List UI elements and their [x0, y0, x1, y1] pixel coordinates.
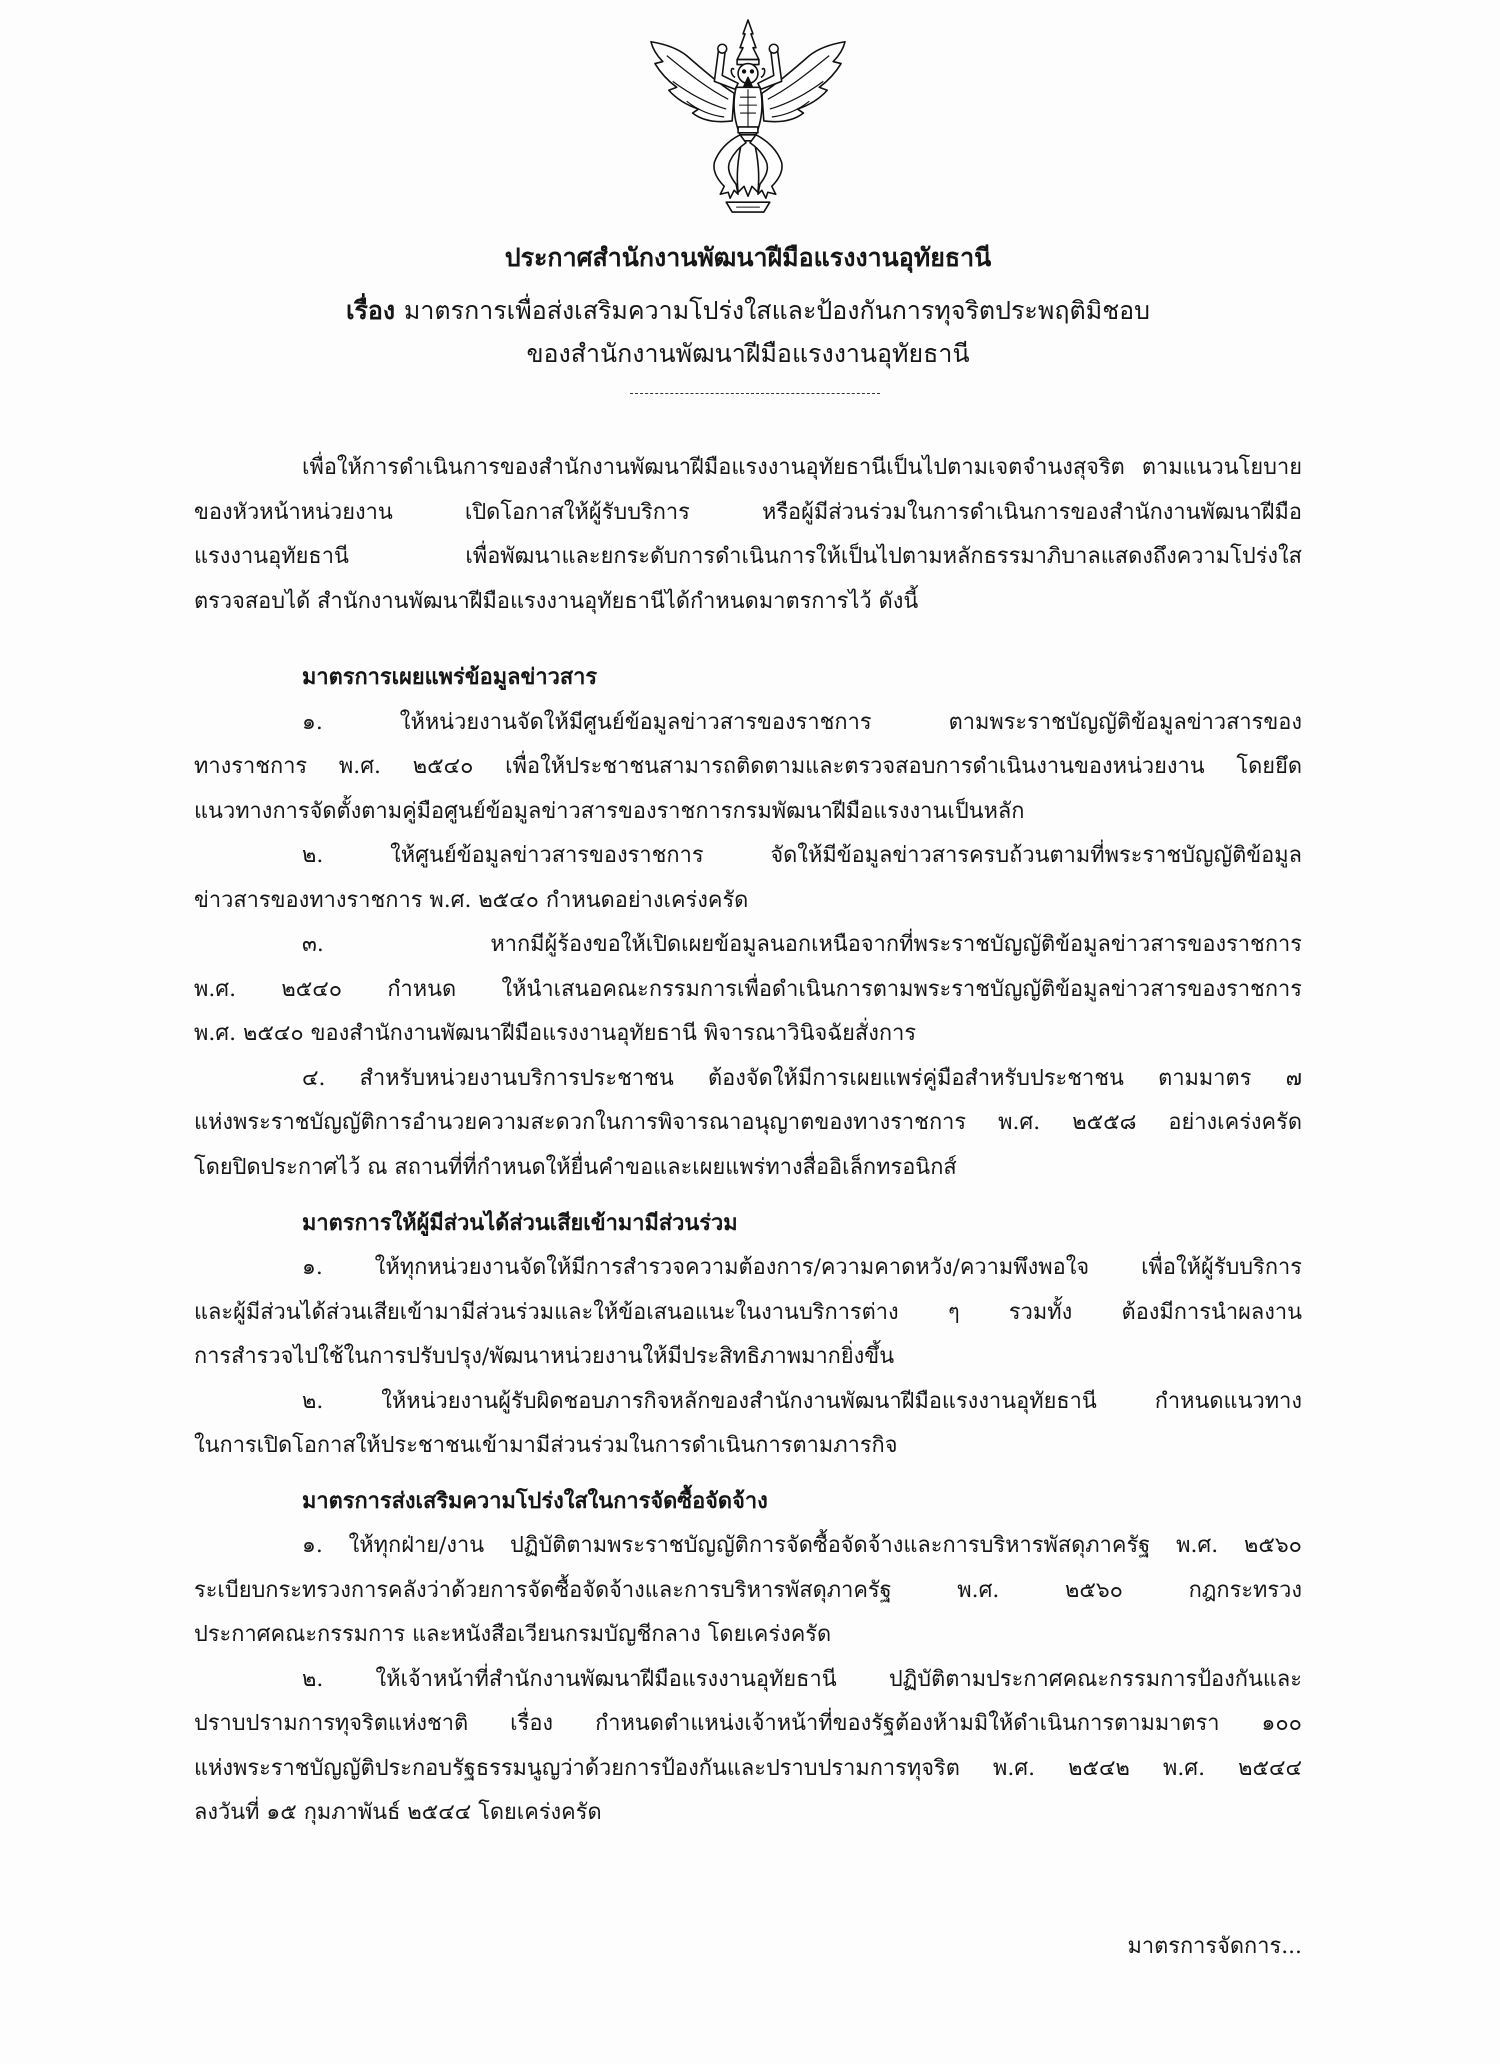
announcement-title: ประกาศสำนักงานพัฒนาฝีมือแรงงานอุทัยธานี	[504, 243, 992, 272]
paragraph-line: ๒. ให้เจ้าหน้าที่สำนักงานพัฒนาฝีมือแรงงานอุทัยธานี ปฏิบัติตามประกาศคณะกรรมการป้องกันและ	[302, 1666, 1302, 1692]
paragraph-line: ๒. ให้ศูนย์ข้อมูลข่าวสารของราชการ จัดให้มีข้อมูลข่าวสารครบถ้วนตามที่พระราชบัญญัติข้อมูล	[302, 843, 1302, 868]
paragraph-line: ปราบปรามการทุจริตแห่งชาติ เรื่อง กำหนดตำแหน่งเจ้าหน้าที่ของรัฐต้องห้ามมิให้ดำเนินการตามมาตรา ๑๐๐	[194, 1711, 1302, 1736]
paragraph-line: ๔. สำหรับหน่วยงานบริการประชาชน ต้องจัดให้มีการเผยแพร่คู่มือสำหรับประชาชน ตามมาตร ๗	[302, 1065, 1302, 1091]
paragraph-line: แรงงานอุทัยธานี เพื่อพัฒนาและยกระดับการดำเนินการให้เป็นไปตามหลักธรรมาภิบาลแสดงถึงความโปร่งใส	[194, 544, 1302, 569]
subject-text: มาตรการเพื่อส่งเสริมความโปร่งใสและป้องกันการทุจริตประพฤติมิชอบ	[403, 296, 1151, 325]
paragraph-line: และผู้มีส่วนได้ส่วนเสียเข้ามามีส่วนร่วมและให้ข้อเสนอแนะในงานบริการต่าง ๆ รวมทั้ง ต้องมีการนำผลงาน	[194, 1299, 1302, 1325]
measure-item	[194, 701, 1302, 835]
measure-item	[194, 1246, 1302, 1380]
paragraph-line: แห่งพระราชบัญญัติประกอบรัฐธรรมนูญว่าด้วยการป้องกันและปราบปรามการทุจริต พ.ศ. ๒๕๔๒ พ.ศ. ๒๕๔๔	[194, 1755, 1302, 1781]
paragraph-line: แนวทางการจัดตั้งตามคู่มือศูนย์ข้อมูลข่าวสารของราชการกรมพัฒนาฝีมือแรงงานเป็นหลัก	[194, 798, 1025, 824]
paragraph-line: พ.ศ. ๒๕๔๐ ของสำนักงานพัฒนาฝีมือแรงงานอุทัยธานี พิจารณาวินิจฉัยสั่งการ	[194, 1021, 917, 1046]
paragraph-line: ๒. ให้หน่วยงานผู้รับผิดชอบภารกิจหลักของสำนักงานพัฒนาฝีมือแรงงานอุทัยธานี กำหนดแนวทาง	[302, 1388, 1302, 1414]
section-heading: มาตรการส่งเสริมความโปร่งใสในการจัดซื้อจัดจ้าง	[302, 1488, 768, 1514]
paragraph-line: ทางราชการ พ.ศ. ๒๕๔๐ เพื่อให้ประชาชนสามารถติดตามและตรวจสอบการดำเนินงานของหน่วยงาน โดยยึด	[194, 754, 1302, 779]
section-stakeholder-participation	[194, 1202, 1302, 1469]
section-procurement-transparency	[194, 1480, 1302, 1836]
section-heading: มาตรการเผยแพร่ข้อมูลข่าวสาร	[302, 665, 598, 690]
intro-paragraph	[194, 446, 1302, 624]
measure-item	[194, 923, 1302, 1057]
measure-item	[194, 1057, 1302, 1191]
paragraph-line: ข่าวสารของทางราชการ พ.ศ. ๒๕๔๐ กำหนดอย่างเคร่งครัด	[194, 887, 749, 913]
section-heading: มาตรการให้ผู้มีส่วนได้ส่วนเสียเข้ามามีส่วนร่วม	[302, 1210, 738, 1236]
measure-item	[194, 1658, 1302, 1836]
paragraph-line: ๓. หากมีผู้ร้องขอให้เปิดเผยข้อมูลนอกเหนือจากที่พระราชบัญญัติข้อมูลข่าวสารของราชการ	[302, 932, 1302, 957]
announcement-subject-continuation: ของสำนักงานพัฒนาฝีมือแรงงานอุทัยธานี	[526, 339, 970, 368]
paragraph-line: พ.ศ. ๒๕๔๐ กำหนด ให้นำเสนอคณะกรรมการเพื่อดำเนินการตามพระราชบัญญัติข้อมูลข่าวสารของราชการ	[194, 976, 1302, 1002]
paragraph-line: ๑. ให้หน่วยงานจัดให้มีศูนย์ข้อมูลข่าวสารของราชการ ตามพระราชบัญญัติข้อมูลข่าวสารของ	[302, 709, 1302, 735]
section-information-disclosure	[194, 656, 1302, 1190]
measure-item	[194, 1380, 1302, 1469]
title-separator	[630, 393, 880, 394]
paragraph-line: ประกาศคณะกรรมการ และหนังสือเวียนกรมบัญชีกลาง โดยเคร่งครัด	[194, 1622, 832, 1647]
announcement-body	[194, 446, 1302, 1836]
paragraph-line: ๑. ให้ทุกฝ่าย/งาน ปฏิบัติตามพระราชบัญญัติการจัดซื้อจัดจ้างและการบริหารพัสดุภาครัฐ พ.ศ. ๒๕๖๐	[302, 1533, 1302, 1558]
announcement-subject	[194, 289, 1302, 333]
paragraph-line: เพื่อให้การดำเนินการของสำนักงานพัฒนาฝีมือแรงงานอุทัยธานีเป็นไปตามเจตจำนงสุจริต ตามแนวนโยบาย	[302, 455, 1302, 480]
continuation-note: มาตรการจัดการ...	[1127, 1934, 1302, 1959]
paragraph-line: โดยปิดประกาศไว้ ณ สถานที่ที่กำหนดให้ยื่นคำขอและเผยแพร่ทางสื่ออิเล็กทรอนิกส์	[194, 1154, 957, 1180]
subject-label: เรื่อง	[345, 296, 396, 325]
paragraph-line: ตรวจสอบได้ สำนักงานพัฒนาฝีมือแรงงานอุทัยธานีได้กำหนดมาตรการไว้ ดังนี้	[194, 588, 919, 614]
paragraph-line: ลงวันที่ ๑๕ กุมภาพันธ์ ๒๕๔๔ โดยเคร่งครัด	[194, 1800, 602, 1825]
garuda-emblem-icon	[642, 18, 854, 218]
measure-item	[194, 1524, 1302, 1658]
paragraph-line: ระเบียบกระทรวงการคลังว่าด้วยการจัดซื้อจัดจ้างและการบริหารพัสดุภาครัฐ พ.ศ. ๒๕๖๐ กฎกระทรวง	[194, 1577, 1302, 1603]
paragraph-line: แห่งพระราชบัญญัติการอำนวยความสะดวกในการพิจารณาอนุญาตของทางราชการ พ.ศ. ๒๕๕๘ อย่างเคร่งครัด	[194, 1110, 1302, 1135]
paragraph-line: ๑. ให้ทุกหน่วยงานจัดให้มีการสำรวจความต้องการ/ความคาดหวัง/ความพึงพอใจ เพื่อให้ผู้รับบริการ	[302, 1255, 1302, 1280]
paragraph-line: การสำรวจไปใช้ในการปรับปรุง/พัฒนาหน่วยงานให้มีประสิทธิภาพมากยิ่งขึ้น	[194, 1344, 895, 1369]
paragraph-line: ในการเปิดโอกาสให้ประชาชนเข้ามามีส่วนร่วมในการดำเนินการตามภารกิจ	[194, 1433, 898, 1458]
measure-item	[194, 834, 1302, 923]
paragraph-line: ของหัวหน้าหน่วยงาน เปิดโอกาสให้ผู้รับบริการ หรือผู้มีส่วนร่วมในการดำเนินการของสำนักงานพัฒนาฝีมือ	[194, 499, 1302, 525]
